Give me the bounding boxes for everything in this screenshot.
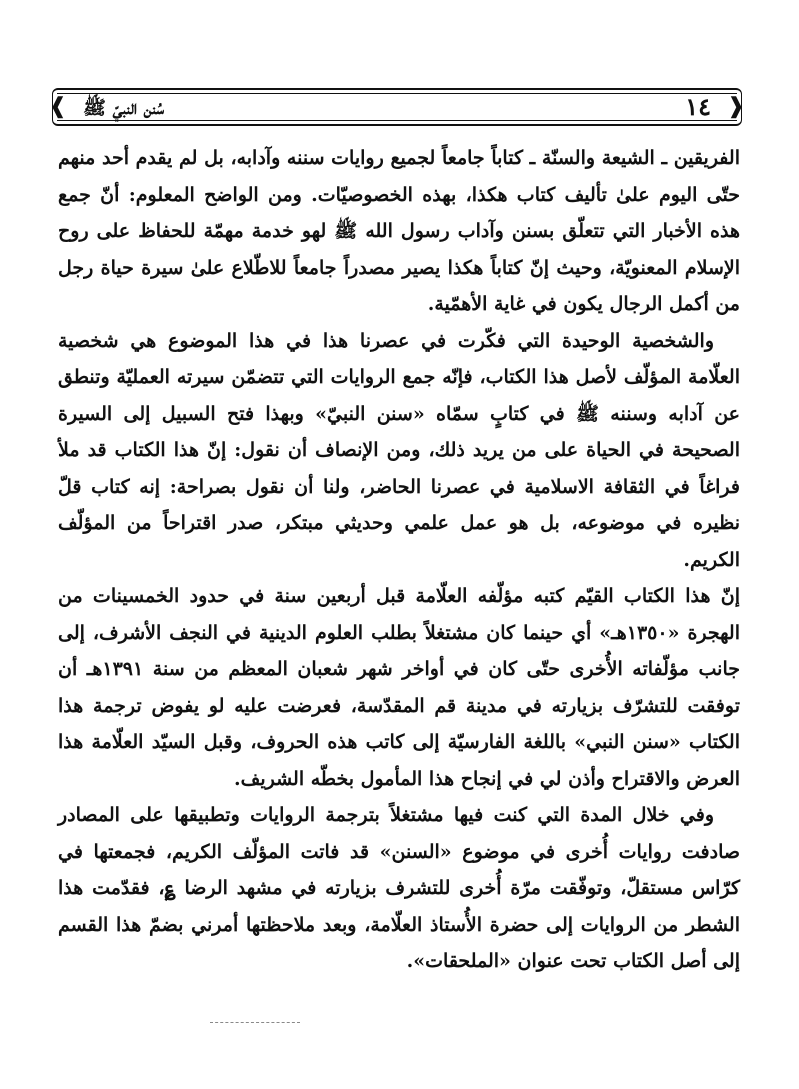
- paragraph-2: والشخصية الوحيدة التي فكّرت في عصرنا هذا في هذا الموضوع هي شخصية العلّامة المؤلّف لأصل هذا الكتاب، فإنّه جمع الروايات التي تتضمّن سيرته العمليّة وتنطق عن آدابه وسننه ﷺ في كتابٍ سمّاه «سنن النبيّ» وبهذا فتح السبيل إلى السيرة الصحيحة في الحياة على من يريد ذلك، ومن الإنصاف أن نقول: إنّ هذا الكتاب قد ملأ فراغاً في الثقافة الاسلامية في عصرنا الحاضر، ولنا أن نقول بصراحة: إنه كتاب قلّ نظيره في موضوعه، بل هو عمل علمي وحديثي مبتكر، صدر اقتراحاً من المؤلّف الكريم.: [58, 329, 740, 571]
- ornament-right-icon: ❱: [726, 94, 746, 119]
- running-title: سُنن النبيّ ﷺ: [83, 97, 165, 119]
- running-header: [48, 88, 746, 126]
- ornament-left-icon: ❰: [48, 94, 68, 119]
- paragraph-4: وفي خلال المدة التي كنت فيها مشتغلاً بترجمة الروايات وتطبيقها على المصادر صادفت روايات أُخرى في موضوع «السنن» قد فاتت المؤلّف الكريم، فجمعتها في كرّاس مستقلّ، وتوفّقت مرّة أُخرى للتشرف بزيارته في مشهد الرضا ؏، فقدّمت هذا الشطر من الروايات إلى حضرة الأُستاذ العلّامة، وبعد ملاحظتها أمرني بضمّ هذا القسم إلى أصل الكتاب تحت عنوان «الملحقات».: [58, 804, 740, 972]
- paragraph-3: إنّ هذا الكتاب القيّم كتبه مؤلّفه العلّامة قبل أربعين سنة في حدود الخمسينات من الهجرة «١٣٥٠هـ» أي حينما كان مشتغلاً بطلب العلوم الدينية في النجف الأشرف، إلى جانب مؤلّفاته الأُخرى حتّى كان في أواخر شهر شعبان المعظم من سنة ١٣٩١هـ أن توفقت للتشرّف بزيارته في مدينة قم المقدّسة، فعرضت عليه لو يفوض ترجمة هذا الكتاب «سنن النبي» باللغة الفارسيّة إلى كاتب هذه الحروف، وقبل السيّد العلّامة هذا العرض والاقتراح وأذن لي في إنجاح هذا المأمول بخطّه الشريف.: [58, 585, 740, 790]
- body-text: [58, 140, 740, 980]
- paragraph-1: الفريقين ـ الشيعة والسنّة ـ كتاباً جامعاً لجميع روايات سننه وآدابه، بل لم يقدم أحد منهم حتّى اليوم علىٰ تأليف كتاب هكذا، بهذه الخصوصيّات. ومن الواضح المعلوم: أنّ جمع هذه الأخبار التي تتعلّق بسنن وآداب رسول الله ﷺ لهو خدمة مهمّة للحفاظ على روح الإسلام المعنويّة، وحيث إنّ كتاباً هكذا يصير مصدراً جامعاً للاطّلاع علىٰ سيرة حياة رجل من أكمل الرجال يكون في غاية الأهمّية.: [58, 147, 740, 315]
- footer-rule: [210, 1022, 300, 1025]
- page-number: ١٤: [685, 92, 711, 121]
